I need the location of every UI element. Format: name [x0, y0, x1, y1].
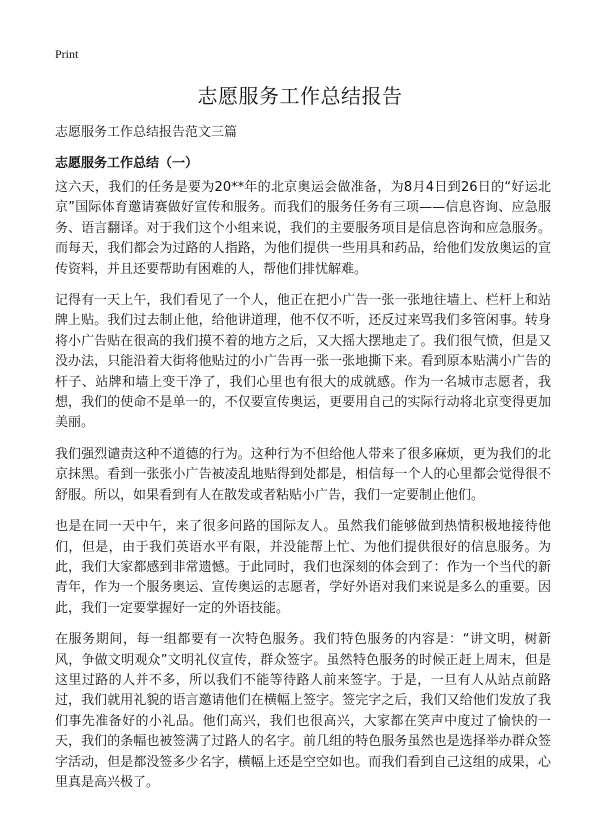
- paragraph-1: 这六天，我们的任务是要为20**年的北京奥运会做准备，为8月4日到26日的“好运北京”国际体育邀请赛做好宣传和服务。而我们的服务任务有三项——信息咨询、应急服务、语言翻译。对于我们这个小组来说，我们的主要服务项目是信息咨询和应急服务。而每天，我们都会为过路的人指路，为他们提供一些用具和药品，给他们发放奥运的宣传资料，并且还要帮助有困难的人，帮他们排忧解难。: [55, 180, 551, 277]
- paragraph-5: 在服务期间，每一组都要有一次特色服务。我们特色服务的内容是：“讲文明，树新风，争做文明观众”文明礼仪宣传，群众签字。虽然特色服务的时候正赶上周末，但是这里过路的人并不多，所以我们不能等待路人前来签字。于是，一旦有人从站点前路过，我们就用礼貌的语言邀请他们在横幅上签字。签完字之后，我们又给他们发放了我们事先准备好的小礼品。他们高兴，我们也很高兴，大家都在笑声中度过了愉快的一天，我们的条幅也被签满了过路人的名字。前几组的特色服务虽然也是选择举办群众签字活动，但是都没签多少名字，横幅上还是空空如也。而我们看到自己这组的成果，心里真是高兴极了。: [55, 632, 551, 790]
- paragraph-2: 记得有一天上午，我们看见了一个人，他正在把小广告一张一张地往墙上、栏杆上和站牌上贴。我们过去制止他，给他讲道理，他不仅不听，还反过来骂我们多管闲事。转身将小广告贴在很高的我们摸不着的地方之后，又大摇大摆地走了。我们很气愤，但是又没办法，只能沿着大街将他贴过的小广告再一张一张地撕下来。看到原本贴满小广告的杆子、站牌和墙上变干净了，我们心里也有很大的成就感。作为一名城市志愿者，我想，我们的使命不是单一的，不仅要宣传奥运，更要用自己的实际行动将北京变得更加美丽。: [55, 293, 551, 431]
- document-subtitle: 志愿服务工作总结报告范文三篇: [55, 125, 238, 140]
- paragraph-3: 我们强烈谴责这种不道德的行为。这种行为不但给他人带来了很多麻烦，更为我们的北京抹黑。看到一张张小广告被凌乱地贴得到处都是，相信每一个人的心里都会觉得很不舒服。所以，如果看到有人在散发或者粘贴小广告，我们一定要制止他们。: [55, 446, 551, 503]
- article-body: [55, 178, 551, 804]
- section-heading: 志愿服务工作总结（一）: [55, 156, 199, 171]
- page-title: 志愿服务工作总结报告: [197, 84, 403, 108]
- print-link[interactable]: Print: [55, 47, 79, 61]
- paragraph-4: 也是在同一天中午，来了很多问路的国际友人。虽然我们能够做到热情积极地接待他们，但是，由于我们英语水平有限，并没能帮上忙、为他们提供很好的信息服务。为此，我们大家都感到非常遗憾。于此同时，我们也深刻的体会到了：作为一个当代的新青年，作为一个服务奥运、宣传奥运的志愿者，学好外语对我们来说是多么的重要。因此，我们一定要掌握好一定的外语技能。: [55, 519, 551, 616]
